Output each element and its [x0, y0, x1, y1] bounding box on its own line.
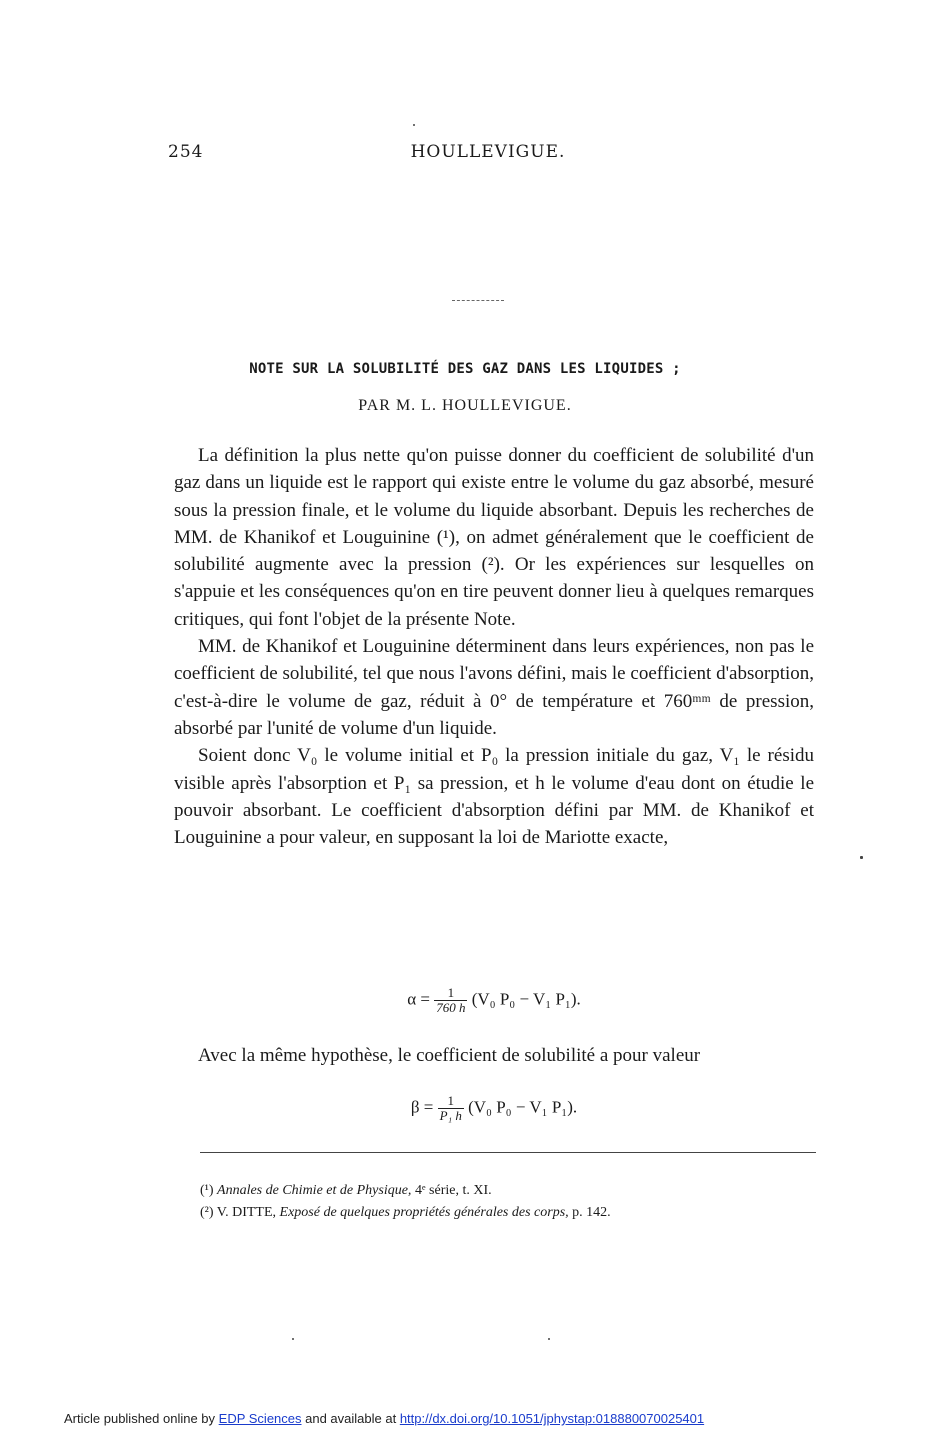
- page-number: 254: [168, 142, 204, 162]
- footnote-2: [200, 1202, 820, 1224]
- equation-beta-fraction: [438, 1094, 464, 1123]
- paragraph-between: Avec la même hypothèse, le coefficient de solubilité a pour valeur: [198, 1045, 701, 1066]
- footnote-2-rest: p. 142.: [568, 1205, 611, 1220]
- equation-beta-numerator: 1: [447, 1093, 454, 1108]
- equation-alpha-fraction: [434, 986, 467, 1015]
- speck-top: [413, 124, 415, 126]
- equation-beta-rhs: (V₀ P₀ − V₁ P₁).: [468, 1097, 578, 1117]
- footnote-rule: [200, 1152, 816, 1153]
- footnote-2-author: V. DITTE,: [216, 1205, 277, 1220]
- equation-alpha-rhs: (V₀ P₀ − V₁ P₁).: [471, 989, 581, 1009]
- footnote-1-mark: (¹): [200, 1183, 214, 1198]
- publisher-link[interactable]: EDP Sciences: [218, 1411, 302, 1426]
- page-header: [168, 142, 808, 166]
- body-text: [174, 442, 814, 851]
- equation-beta-lhs: β =: [410, 1097, 434, 1117]
- equation-beta: [174, 1094, 814, 1123]
- equation-alpha-numerator: 1: [447, 985, 455, 1000]
- paragraph-definitions: Soient donc V₀ le volume initial et P₀ la pression initiale du gaz, V₁ le résidu visible après l'absorption et P₁ sa pression, et h le volume d'eau dont on étudie le pouvoir absorbant. Le coefficient d'absorption défini par MM. de Khanikof et Louguinine a pour valeur, en supposant la loi de Mariotte exacte,: [174, 745, 814, 849]
- article-byline: PAR M. L. HOULLEVIGUE.: [358, 397, 572, 414]
- equation-alpha-lhs: α =: [407, 989, 430, 1009]
- footnote-1-journal: Annales de Chimie et de Physique,: [217, 1183, 412, 1198]
- footnote-1-rest: 4ᵉ série, t. XI.: [411, 1183, 492, 1198]
- paragraph-intro: La définition la plus nette qu'on puisse donner du coefficient de solubilité d'un gaz dans un liquide est le rapport qui existe entre le volume du gaz absorbé, mesuré sous la pression finale, et le volume du liquide absorbant. Depuis les recherches de MM. de Khanikof et Louguinine (¹), on admet généralement que le coefficient de solubilité augmente avec la pression (²). Or les expériences sur lesquelles on s'appuie et les conséquences qu'on en tire peuvent donner lieu à quelques remarques critiques, qui font l'objet de la présente Note.: [174, 445, 814, 630]
- credit-middle: and available at: [301, 1411, 400, 1426]
- footnotes: [200, 1180, 820, 1224]
- speck-bottom-left: [292, 1338, 294, 1340]
- body-text-between: [174, 1042, 814, 1069]
- doi-link[interactable]: http://dx.doi.org/10.1051/jphystap:018880070025401: [399, 1411, 705, 1426]
- equation-beta-denominator: P₁ h: [439, 1108, 462, 1123]
- equation-alpha: [174, 986, 814, 1015]
- section-divider: [452, 300, 504, 301]
- equation-alpha-denominator: 760 h: [436, 1000, 466, 1015]
- footnote-1: [200, 1180, 820, 1202]
- footnote-2-title: Exposé de quelques propriétés générales des corps,: [276, 1205, 569, 1220]
- footnote-2-mark: (²): [200, 1205, 214, 1220]
- article-title: NOTE SUR LA SOLUBILITÉ DES GAZ DANS LES LIQUIDES ;: [249, 361, 681, 377]
- speck-right: [860, 856, 863, 859]
- speck-bottom-right: [548, 1338, 550, 1340]
- paragraph-absorption: MM. de Khanikof et Louguinine déterminent dans leurs expériences, non pas le coefficient de solubilité, tel que nous l'avons défini, mais le coefficient d'absorption, c'est-à-dire le volume de gaz, réduit à 0° de température et 760ᵐᵐ de pression, absorbé par l'unité de volume d'un liquide.: [174, 636, 814, 739]
- credit-prefix: Article published online by: [64, 1411, 219, 1426]
- publication-credit: [64, 1411, 884, 1426]
- running-title: HOULLEVIGUE.: [410, 142, 566, 162]
